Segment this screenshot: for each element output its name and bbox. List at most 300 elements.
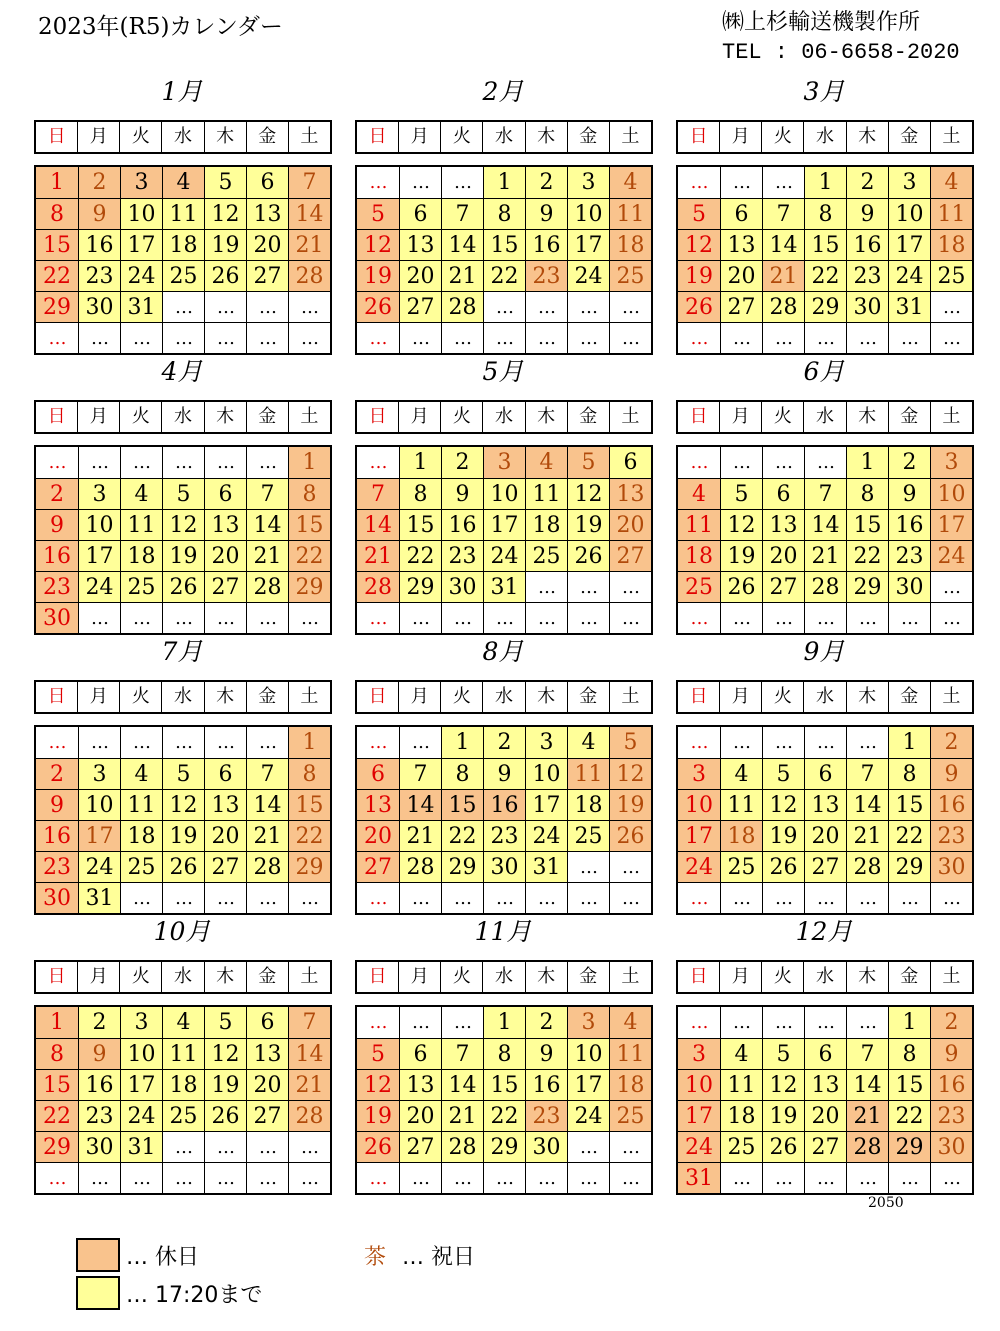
day-cell: 4 [525, 447, 567, 478]
day-cell: 10 [120, 1038, 162, 1069]
day-cell: 22 [36, 260, 78, 291]
weekday-label: 水 [161, 402, 203, 432]
day-cell: 11 [720, 1069, 762, 1100]
day-cell: 11 [678, 509, 720, 540]
empty-day-cell: … [678, 1007, 720, 1038]
day-cell: 22 [483, 1100, 525, 1131]
empty-day-cell: … [288, 602, 330, 633]
weekday-label: 木 [846, 962, 888, 992]
day-cell: 31 [78, 882, 120, 913]
empty-day-cell: … [204, 727, 246, 758]
empty-day-cell: … [678, 727, 720, 758]
day-cell: 20 [804, 820, 846, 851]
empty-day-cell: … [762, 882, 804, 913]
day-cell: 14 [441, 229, 483, 260]
day-cell: 30 [441, 571, 483, 602]
day-cell: 18 [720, 820, 762, 851]
day-cell: 12 [204, 198, 246, 229]
weekday-label: 土 [609, 122, 651, 152]
day-cell: 12 [678, 229, 720, 260]
day-cell: 31 [678, 1162, 720, 1193]
weekday-label: 金 [567, 402, 609, 432]
day-cell: 18 [609, 229, 651, 260]
day-cell: 7 [288, 1007, 330, 1038]
day-cell: 5 [678, 198, 720, 229]
weekday-header [676, 120, 974, 154]
empty-day-cell: … [120, 727, 162, 758]
day-cell: 2 [930, 727, 972, 758]
day-cell: 25 [162, 260, 204, 291]
day-cell: 2 [36, 478, 78, 509]
empty-day-cell: … [246, 291, 288, 322]
day-cell: 13 [762, 509, 804, 540]
empty-day-cell: … [525, 291, 567, 322]
day-cell: 10 [678, 1069, 720, 1100]
day-cell: 3 [888, 167, 930, 198]
day-cell: 26 [357, 291, 399, 322]
day-cell: 4 [162, 1007, 204, 1038]
day-cell: 4 [609, 1007, 651, 1038]
day-cell: 6 [357, 758, 399, 789]
weekday-label: 金 [567, 682, 609, 712]
empty-day-cell: … [78, 602, 120, 633]
empty-day-cell: … [678, 602, 720, 633]
weekday-label: 火 [440, 962, 482, 992]
day-cell: 5 [567, 447, 609, 478]
empty-day-cell: … [246, 727, 288, 758]
day-cell: 30 [888, 571, 930, 602]
day-cell: 5 [204, 1007, 246, 1038]
empty-day-cell: … [720, 882, 762, 913]
day-cell: 25 [525, 540, 567, 571]
empty-day-cell: … [567, 851, 609, 882]
day-cell: 13 [399, 229, 441, 260]
day-cell: 21 [846, 1100, 888, 1131]
month-title: 3月 [803, 77, 845, 106]
day-cell: 25 [720, 851, 762, 882]
day-cell: 12 [357, 229, 399, 260]
day-cell: 18 [162, 1069, 204, 1100]
day-cell: 19 [678, 260, 720, 291]
empty-day-cell: … [204, 602, 246, 633]
day-cell: 15 [846, 509, 888, 540]
day-cell: 3 [483, 447, 525, 478]
day-cell: 12 [762, 1069, 804, 1100]
weekday-label: 水 [482, 682, 524, 712]
day-cell: 18 [678, 540, 720, 571]
empty-day-cell: … [567, 882, 609, 913]
day-cell: 19 [720, 540, 762, 571]
empty-day-cell: … [78, 727, 120, 758]
day-cell: 20 [357, 820, 399, 851]
empty-day-cell: … [483, 602, 525, 633]
day-cell: 2 [846, 167, 888, 198]
day-cell: 12 [720, 509, 762, 540]
empty-day-cell: … [804, 727, 846, 758]
day-cell: 21 [441, 260, 483, 291]
month-title: 6月 [803, 357, 845, 386]
weekday-label: 土 [609, 402, 651, 432]
weekday-label: 火 [440, 122, 482, 152]
day-cell: 16 [483, 789, 525, 820]
empty-day-cell: … [162, 1131, 204, 1162]
day-cell: 27 [804, 1131, 846, 1162]
day-grid [355, 725, 653, 915]
day-cell: 7 [399, 758, 441, 789]
day-cell: 15 [288, 509, 330, 540]
day-cell: 9 [525, 198, 567, 229]
empty-day-cell: … [162, 727, 204, 758]
empty-day-cell: … [441, 882, 483, 913]
day-cell: 24 [888, 260, 930, 291]
day-cell: 14 [288, 198, 330, 229]
day-cell: 16 [78, 1069, 120, 1100]
day-cell: 16 [441, 509, 483, 540]
empty-day-cell: … [246, 602, 288, 633]
day-cell: 24 [567, 1100, 609, 1131]
day-cell: 21 [246, 540, 288, 571]
weekday-label: 火 [119, 122, 161, 152]
day-grid [355, 445, 653, 635]
day-grid [34, 725, 332, 915]
weekday-header [34, 680, 332, 714]
day-cell: 28 [846, 851, 888, 882]
weekday-label: 火 [440, 402, 482, 432]
day-cell: 10 [525, 758, 567, 789]
day-cell: 22 [288, 540, 330, 571]
day-cell: 5 [762, 758, 804, 789]
day-grid [676, 445, 974, 635]
day-cell: 3 [567, 167, 609, 198]
month-title: 11月 [474, 917, 532, 946]
day-cell: 8 [441, 758, 483, 789]
empty-day-cell: … [162, 291, 204, 322]
day-cell: 25 [120, 571, 162, 602]
weekday-label: 土 [930, 682, 972, 712]
weekday-label: 木 [204, 682, 246, 712]
day-cell: 18 [930, 229, 972, 260]
weekday-label: 木 [846, 682, 888, 712]
day-cell: 10 [567, 1038, 609, 1069]
weekday-label: 金 [888, 402, 930, 432]
day-cell: 29 [804, 291, 846, 322]
day-cell: 28 [399, 851, 441, 882]
day-cell: 19 [762, 820, 804, 851]
day-cell: 20 [804, 1100, 846, 1131]
day-cell: 9 [36, 789, 78, 820]
day-cell: 28 [246, 571, 288, 602]
day-cell: 10 [120, 198, 162, 229]
empty-day-cell: … [609, 291, 651, 322]
day-cell: 24 [678, 851, 720, 882]
empty-day-cell: … [930, 882, 972, 913]
day-cell: 2 [441, 447, 483, 478]
day-cell: 10 [930, 478, 972, 509]
day-cell: 21 [357, 540, 399, 571]
empty-day-cell: … [357, 727, 399, 758]
empty-day-cell: … [762, 322, 804, 353]
weekday-label: 土 [288, 122, 330, 152]
day-cell: 11 [567, 758, 609, 789]
empty-day-cell: … [804, 447, 846, 478]
day-cell: 31 [120, 291, 162, 322]
empty-day-cell: … [36, 1162, 78, 1193]
day-cell: 12 [567, 478, 609, 509]
empty-day-cell: … [288, 291, 330, 322]
weekday-label: 月 [398, 122, 440, 152]
day-grid [676, 725, 974, 915]
empty-day-cell: … [399, 322, 441, 353]
empty-day-cell: … [609, 322, 651, 353]
empty-day-cell: … [288, 1162, 330, 1193]
day-cell: 22 [36, 1100, 78, 1131]
day-cell: 1 [483, 1007, 525, 1038]
empty-day-cell: … [120, 447, 162, 478]
day-cell: 2 [36, 758, 78, 789]
weekday-label: 土 [609, 962, 651, 992]
day-cell: 10 [888, 198, 930, 229]
weekday-label: 土 [288, 402, 330, 432]
day-cell: 19 [762, 1100, 804, 1131]
day-cell: 27 [204, 851, 246, 882]
empty-day-cell: … [120, 322, 162, 353]
day-cell: 29 [288, 571, 330, 602]
weekday-label: 日 [368, 966, 387, 987]
weekday-header [676, 400, 974, 434]
day-cell: 24 [120, 1100, 162, 1131]
day-cell: 11 [720, 789, 762, 820]
day-cell: 28 [246, 851, 288, 882]
weekday-label: 木 [846, 402, 888, 432]
day-cell: 14 [846, 1069, 888, 1100]
empty-day-cell: … [888, 602, 930, 633]
month-title: 9月 [803, 637, 845, 666]
weekday-label: 金 [246, 402, 288, 432]
day-cell: 19 [204, 229, 246, 260]
day-cell: 1 [36, 1007, 78, 1038]
day-cell: 23 [36, 851, 78, 882]
empty-day-cell: … [720, 602, 762, 633]
empty-day-cell: … [483, 291, 525, 322]
day-grid [676, 165, 974, 355]
empty-day-cell: … [483, 1162, 525, 1193]
empty-day-cell: … [120, 602, 162, 633]
day-cell: 7 [246, 478, 288, 509]
day-cell: 23 [525, 1100, 567, 1131]
day-cell: 18 [120, 540, 162, 571]
day-cell: 20 [720, 260, 762, 291]
day-cell: 26 [762, 851, 804, 882]
day-cell: 24 [78, 851, 120, 882]
day-cell: 26 [720, 571, 762, 602]
day-cell: 9 [930, 758, 972, 789]
empty-day-cell: … [288, 1131, 330, 1162]
day-cell: 30 [846, 291, 888, 322]
weekday-label: 水 [161, 682, 203, 712]
day-cell: 21 [399, 820, 441, 851]
day-cell: 23 [846, 260, 888, 291]
holiday-swatch [76, 1238, 120, 1272]
day-cell: 22 [804, 260, 846, 291]
day-cell: 13 [204, 789, 246, 820]
weekday-label: 土 [930, 122, 972, 152]
day-cell: 12 [762, 789, 804, 820]
day-cell: 28 [846, 1131, 888, 1162]
empty-day-cell: … [357, 1162, 399, 1193]
empty-day-cell: … [678, 447, 720, 478]
day-cell: 26 [357, 1131, 399, 1162]
day-cell: 3 [120, 1007, 162, 1038]
empty-day-cell: … [399, 1162, 441, 1193]
weekday-label: 月 [719, 682, 761, 712]
empty-day-cell: … [441, 1007, 483, 1038]
weekday-label: 月 [77, 122, 119, 152]
day-cell: 6 [399, 198, 441, 229]
weekday-label: 月 [719, 402, 761, 432]
weekday-label: 土 [288, 682, 330, 712]
day-cell: 18 [720, 1100, 762, 1131]
empty-day-cell: … [609, 1131, 651, 1162]
day-cell: 22 [888, 820, 930, 851]
day-grid [355, 1005, 653, 1195]
day-cell: 27 [609, 540, 651, 571]
day-cell: 1 [804, 167, 846, 198]
day-cell: 8 [399, 478, 441, 509]
day-cell: 28 [441, 1131, 483, 1162]
day-cell: 13 [246, 1038, 288, 1069]
empty-day-cell: … [567, 1131, 609, 1162]
day-cell: 3 [678, 1038, 720, 1069]
weekday-label: 火 [761, 682, 803, 712]
weekday-label: 日 [47, 686, 66, 707]
day-cell: 13 [399, 1069, 441, 1100]
empty-day-cell: … [204, 291, 246, 322]
empty-day-cell: … [525, 1162, 567, 1193]
day-cell: 20 [609, 509, 651, 540]
day-cell: 17 [930, 509, 972, 540]
day-cell: 3 [930, 447, 972, 478]
weekday-label: 金 [246, 122, 288, 152]
weekday-label: 日 [47, 126, 66, 147]
empty-day-cell: … [567, 571, 609, 602]
day-cell: 2 [930, 1007, 972, 1038]
day-cell: 14 [399, 789, 441, 820]
weekday-label: 月 [398, 402, 440, 432]
day-cell: 18 [162, 229, 204, 260]
day-cell: 29 [36, 291, 78, 322]
weekday-label: 木 [525, 962, 567, 992]
day-cell: 13 [609, 478, 651, 509]
empty-day-cell: … [846, 1162, 888, 1193]
day-cell: 8 [888, 1038, 930, 1069]
day-cell: 1 [288, 727, 330, 758]
weekday-label: 日 [689, 126, 708, 147]
day-cell: 17 [567, 1069, 609, 1100]
day-cell: 2 [525, 167, 567, 198]
day-cell: 27 [399, 291, 441, 322]
day-cell: 23 [78, 260, 120, 291]
day-cell: 4 [162, 167, 204, 198]
empty-day-cell: … [720, 727, 762, 758]
company-name: ㈱上杉輸送機製作所 [722, 10, 921, 35]
weekday-label: 土 [288, 962, 330, 992]
day-cell: 30 [36, 882, 78, 913]
weekday-label: 火 [119, 682, 161, 712]
empty-day-cell: … [609, 882, 651, 913]
day-cell: 3 [567, 1007, 609, 1038]
day-cell: 25 [720, 1131, 762, 1162]
day-cell: 9 [525, 1038, 567, 1069]
empty-day-cell: … [930, 571, 972, 602]
empty-day-cell: … [357, 167, 399, 198]
day-cell: 17 [120, 1069, 162, 1100]
empty-day-cell: … [357, 447, 399, 478]
empty-day-cell: … [846, 602, 888, 633]
day-cell: 26 [204, 260, 246, 291]
day-cell: 18 [567, 789, 609, 820]
day-cell: 17 [678, 1100, 720, 1131]
weekday-label: 火 [761, 122, 803, 152]
day-cell: 17 [78, 540, 120, 571]
day-cell: 27 [399, 1131, 441, 1162]
empty-day-cell: … [525, 322, 567, 353]
empty-day-cell: … [804, 322, 846, 353]
day-cell: 20 [762, 540, 804, 571]
day-cell: 27 [246, 260, 288, 291]
weekday-label: 火 [761, 962, 803, 992]
empty-day-cell: … [930, 602, 972, 633]
weekday-label: 月 [77, 682, 119, 712]
day-cell: 19 [609, 789, 651, 820]
day-cell: 24 [78, 571, 120, 602]
day-cell: 21 [762, 260, 804, 291]
day-cell: 26 [162, 851, 204, 882]
day-cell: 1 [288, 447, 330, 478]
weekday-label: 金 [567, 122, 609, 152]
day-cell: 1 [846, 447, 888, 478]
day-cell: 29 [846, 571, 888, 602]
empty-day-cell: … [483, 322, 525, 353]
day-cell: 14 [357, 509, 399, 540]
day-cell: 29 [441, 851, 483, 882]
day-cell: 22 [288, 820, 330, 851]
day-cell: 3 [120, 167, 162, 198]
day-cell: 16 [846, 229, 888, 260]
day-cell: 9 [483, 758, 525, 789]
day-cell: 6 [246, 167, 288, 198]
day-cell: 27 [804, 851, 846, 882]
weekday-label: 日 [47, 966, 66, 987]
day-cell: 5 [609, 727, 651, 758]
day-cell: 18 [525, 509, 567, 540]
day-cell: 7 [441, 1038, 483, 1069]
document-code: 2050 [868, 1195, 904, 1211]
day-cell: 11 [930, 198, 972, 229]
day-cell: 29 [399, 571, 441, 602]
day-cell: 2 [525, 1007, 567, 1038]
empty-day-cell: … [246, 882, 288, 913]
holiday-legend-label: … 休日 [126, 1245, 199, 1270]
empty-day-cell: … [357, 882, 399, 913]
day-cell: 8 [804, 198, 846, 229]
weekday-label: 木 [525, 402, 567, 432]
empty-day-cell: … [357, 602, 399, 633]
empty-day-cell: … [846, 1007, 888, 1038]
day-cell: 15 [804, 229, 846, 260]
empty-day-cell: … [36, 727, 78, 758]
empty-day-cell: … [804, 1007, 846, 1038]
day-cell: 11 [609, 198, 651, 229]
